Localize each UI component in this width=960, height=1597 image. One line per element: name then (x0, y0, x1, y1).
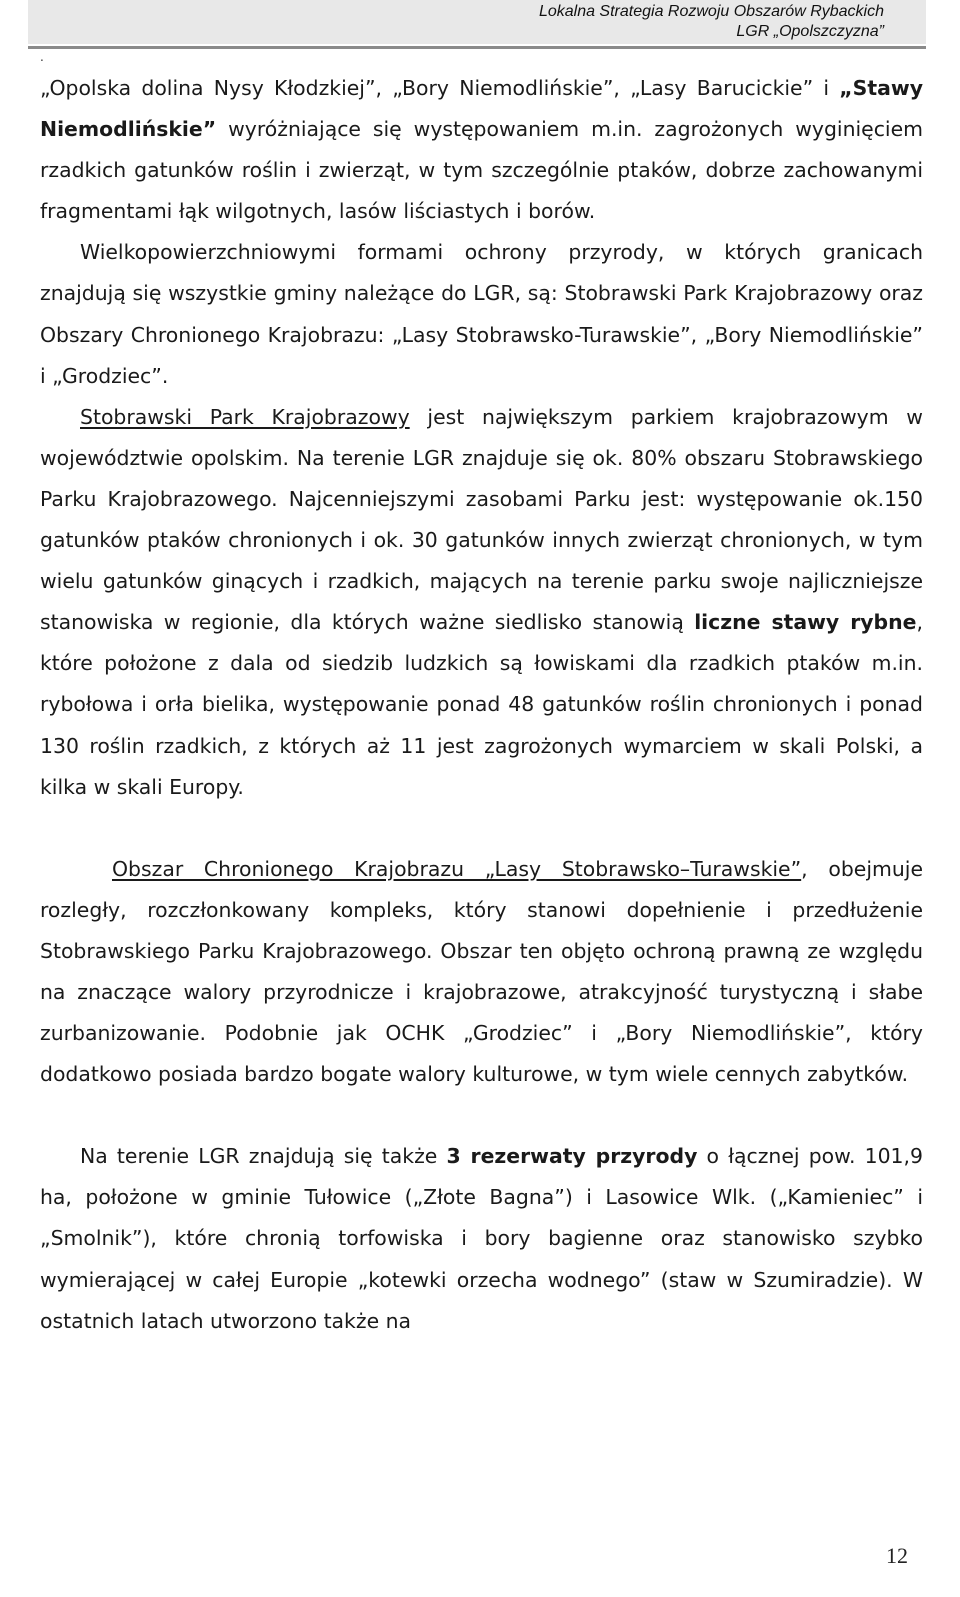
underlined-ochk: Obszar Chronionego Krajobrazu „Lasy Stobrawsko–Turawskie” (112, 856, 802, 881)
bold-stawy-rybne: liczne stawy rybne (694, 610, 917, 635)
header-dot: . (40, 50, 44, 64)
paragraph-4: Obszar Chronionego Krajobrazu „Lasy Stobrawsko–Turawskie”, obejmuje rozległy, rozczłonkowany kompleks, który stanowi dopełnienie i przedłużenie Stobrawskiego Parku Krajobrazowego. Obszar ten objęto ochroną prawną ze względu na znaczące walory przyrodnicze i krajobrazowe, atrakcyjność turystyczną i słabe zurbanizowanie. Podobnie jak OCHK „Grodziec” i „Bory Niemodlińskie”, który dodatkowo posiada bardzo bogate walory kulturowe, w tym wiele cennych zabytków. (40, 856, 924, 1087)
page-header (28, 0, 926, 44)
paragraph-5: Na terenie LGR znajdują się także 3 rezerwaty przyrody o łącznej pow. 101,9 ha, położone w gminie Tułowice („Złote Bagna”) i Lasowice Wlk. („Kamieniec” i „Smolnik”), które chronią torfowiska i bory bagienne oraz stanowisko szybko wymierającej w całej Europie „kotewki orzecha wodnego” (staw w Szumiradzie). W ostatnich latach utworzono także na (40, 1144, 923, 1333)
document-body (40, 68, 923, 1342)
bold-stawy: „Stawy Niemodlińskie” (40, 76, 923, 142)
header-title: Lokalna Strategia Rozwoju Obszarów Rybackich (538, 3, 884, 20)
paragraph-1: „Opolska dolina Nysy Kłodzkiej”, „Bory Niemodlińskie”, „Lasy Barucickie” i „Stawy Niemodlińskie” wyróżniające się występowaniem m.in. zagrożonych wyginięciem rzadkich gatunków roślin i zwierząt, w tym szczególnie ptaków, dobrze zachowanymi fragmentami łąk wilgotnych, lasów liściastych i borów. (40, 76, 923, 224)
page-number: 12 (886, 1543, 908, 1568)
underlined-park: Stobrawski Park Krajobrazowy (80, 404, 410, 429)
bold-rezerwaty: 3 rezerwaty przyrody (446, 1144, 698, 1169)
paragraph-2: Wielkopowierzchniowymi formami ochrony przyrody, w których granicach znajdują się wszystkie gminy należące do LGR, są: Stobrawski Park Krajobrazowy oraz Obszary Chronionego Krajobrazu: „Lasy Stobrawsko-Turawskie”, „Bory Niemodlińskie” i „Grodziec”. (40, 240, 923, 388)
header-rule (28, 46, 926, 49)
paragraph-3: Stobrawski Park Krajobrazowy jest największym parkiem krajobrazowym w województwie opolskim. Na terenie LGR znajduje się ok. 80% obszaru Stobrawskiego Parku Krajobrazowego. Najcenniejszymi zasobami Parku jest: występowanie ok.150 gatunków ptaków chronionych i ok. 30 gatunków innych zwierząt chronionych, w tym wielu gatunków ginących i rzadkich, mających na terenie parku swoje najliczniejsze stanowiska w regionie, dla których ważne siedlisko stanowią liczne stawy rybne, które położone z dala od siedzib ludzkich są łowiskami dla rzadkich ptaków m.in. rybołowa i orła bielika, występowanie ponad 48 gatunków roślin chronionych i ponad 130 roślin rzadkich, z których aż 11 jest zagrożonych wymarciem w skali Polski, a kilka w skali Europy. (40, 404, 923, 799)
header-subtitle: LGR „Opolszczyzna” (736, 23, 884, 40)
